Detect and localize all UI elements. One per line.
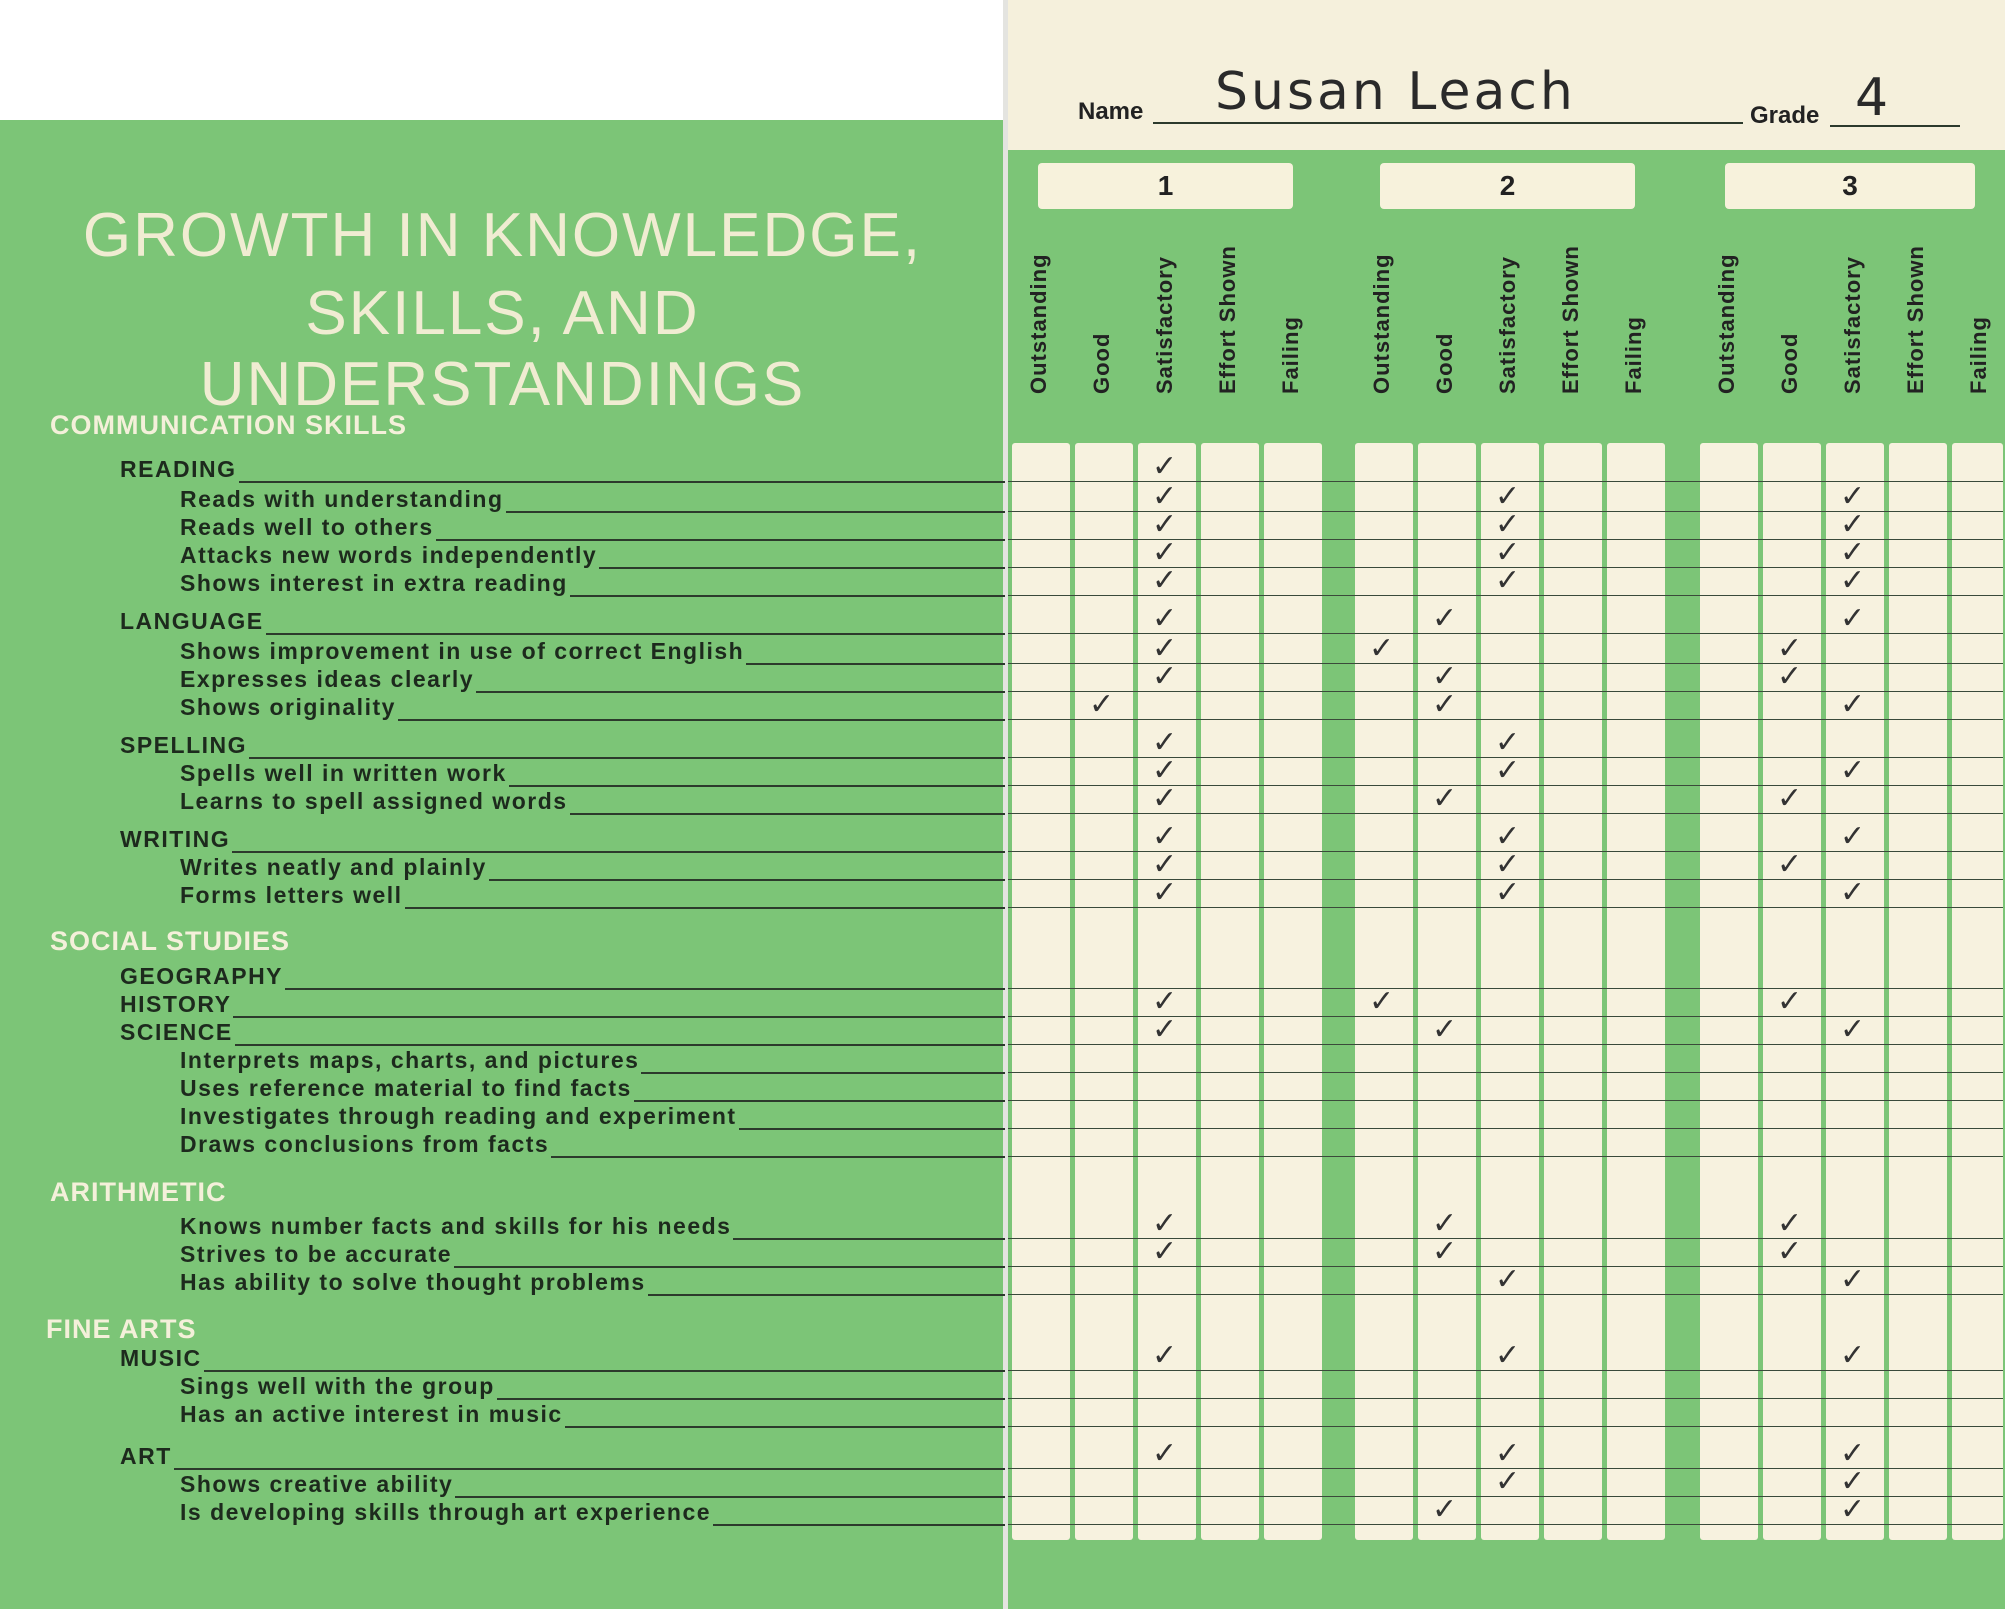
check-mark: ✓: [1369, 631, 1395, 666]
row-rule: [398, 719, 1005, 721]
check-mark: ✓: [1152, 781, 1178, 816]
check-mark: ✓: [1495, 819, 1521, 854]
row-rule: [497, 1398, 1005, 1400]
row-rule: [489, 879, 1005, 881]
column-header: Good: [1432, 332, 1457, 394]
skill-item: Investigates through reading and experiment: [180, 1103, 737, 1129]
check-mark: ✓: [1152, 1234, 1178, 1269]
check-mark: ✓: [1152, 507, 1178, 542]
check-mark: ✓: [1777, 1234, 1803, 1269]
grade-label: Grade: [1750, 102, 1820, 129]
check-mark: ✓: [1432, 1492, 1458, 1527]
check-mark: ✓: [1152, 819, 1178, 854]
row-rule: [235, 1044, 1005, 1046]
skill-item: Is developing skills through art experience: [180, 1499, 712, 1525]
grade-column: [1952, 443, 2003, 1540]
skill-item: Shows improvement in use of correct English: [180, 638, 745, 664]
check-mark: ✓: [1432, 1206, 1458, 1241]
check-mark: ✓: [1152, 1338, 1178, 1373]
check-mark: ✓: [1152, 631, 1178, 666]
skill-item: Reads with understanding: [180, 486, 504, 512]
row-rule: [634, 1100, 1005, 1102]
check-mark: ✓: [1152, 449, 1178, 484]
column-header: Good: [1777, 332, 1802, 394]
check-mark: ✓: [1840, 1262, 1866, 1297]
row-rule: [436, 539, 1005, 541]
column-header: Effort Shown: [1558, 245, 1583, 394]
row-rule: [239, 481, 1005, 483]
check-mark: ✓: [1152, 1206, 1178, 1241]
check-mark: ✓: [1840, 1012, 1866, 1047]
check-mark: ✓: [1432, 781, 1458, 816]
check-mark: ✓: [1495, 535, 1521, 570]
row-rule: [599, 567, 1005, 569]
skill-item: Expresses ideas clearly: [180, 666, 475, 692]
grid-rule: [1008, 1072, 2003, 1073]
row-rule: [713, 1524, 1005, 1526]
check-mark: ✓: [1840, 687, 1866, 722]
check-mark: ✓: [1495, 1262, 1521, 1297]
section-social-studies: SOCIAL STUDIES: [50, 926, 291, 956]
check-mark: ✓: [1152, 601, 1178, 636]
name-rule: [1153, 122, 1743, 124]
column-header: Failing: [1278, 316, 1303, 394]
row-rule: [285, 988, 1005, 990]
check-mark: ✓: [1152, 1436, 1178, 1471]
check-mark: ✓: [1840, 1436, 1866, 1471]
check-mark: ✓: [1152, 984, 1178, 1019]
period-2-box: 2: [1380, 163, 1635, 209]
grade-value: 4: [1855, 68, 1892, 128]
column-header: Outstanding: [1369, 253, 1394, 394]
check-mark: ✓: [1432, 1012, 1458, 1047]
section-communication-skills: COMMUNICATION SKILLS: [50, 410, 407, 440]
check-mark: ✓: [1840, 875, 1866, 910]
row-rule: [733, 1238, 1005, 1240]
subject-header: MUSIC: [120, 1345, 202, 1371]
column-header: Effort Shown: [1903, 245, 1928, 394]
check-mark: ✓: [1495, 479, 1521, 514]
check-mark: ✓: [1840, 1464, 1866, 1499]
column-header: Satisfactory: [1495, 256, 1520, 394]
grid-rule: [1008, 1426, 2003, 1427]
subject-header: ART: [120, 1443, 172, 1469]
check-mark: ✓: [1495, 1464, 1521, 1499]
grade-column: [1544, 443, 1602, 1540]
check-mark: ✓: [1777, 984, 1803, 1019]
skill-item: Has an active interest in music: [180, 1401, 563, 1427]
check-mark: ✓: [1152, 535, 1178, 570]
grid-rule: [1008, 1128, 2003, 1129]
check-mark: ✓: [1152, 725, 1178, 760]
skill-item: Interprets maps, charts, and pictures: [180, 1047, 640, 1073]
check-mark: ✓: [1432, 1234, 1458, 1269]
check-mark: ✓: [1495, 875, 1521, 910]
section-fine-arts: FINE ARTS: [46, 1314, 197, 1344]
row-rule: [249, 757, 1005, 759]
check-mark: ✓: [1432, 659, 1458, 694]
column-header: Failing: [1966, 316, 1991, 394]
column-header: Satisfactory: [1840, 256, 1865, 394]
check-mark: ✓: [1152, 847, 1178, 882]
skill-item: Shows creative ability: [180, 1471, 454, 1497]
check-mark: ✓: [1152, 753, 1178, 788]
skill-item: Draws conclusions from facts: [180, 1131, 550, 1157]
subject-header: SPELLING: [120, 732, 248, 758]
check-mark: ✓: [1152, 1012, 1178, 1047]
row-rule: [570, 595, 1005, 597]
skill-item: Attacks new words independently: [180, 542, 598, 568]
skill-item: Has ability to solve thought problems: [180, 1269, 646, 1295]
student-name: Susan Leach: [1215, 62, 1576, 122]
subject-header: HISTORY: [120, 991, 232, 1017]
check-mark: ✓: [1777, 631, 1803, 666]
row-rule: [232, 851, 1005, 853]
check-mark: ✓: [1777, 847, 1803, 882]
column-header: Outstanding: [1714, 253, 1739, 394]
subject-header: WRITING: [120, 826, 231, 852]
column-header: Satisfactory: [1152, 256, 1177, 394]
column-header: Outstanding: [1026, 253, 1051, 394]
grid-rule: [1008, 1100, 2003, 1101]
check-mark: ✓: [1432, 687, 1458, 722]
check-mark: ✓: [1152, 875, 1178, 910]
skill-item: Reads well to others: [180, 514, 434, 540]
check-mark: ✓: [1152, 479, 1178, 514]
grade-column: [1607, 443, 1665, 1540]
row-rule: [476, 691, 1005, 693]
grade-column: [1700, 443, 1758, 1540]
period-3-box: 3: [1725, 163, 1975, 209]
check-mark: ✓: [1495, 753, 1521, 788]
check-mark: ✓: [1840, 1338, 1866, 1373]
subject-header: LANGUAGE: [120, 608, 264, 634]
check-mark: ✓: [1777, 659, 1803, 694]
skill-item: Shows originality: [180, 694, 396, 720]
skill-item: Writes neatly and plainly: [180, 854, 487, 880]
row-rule: [266, 633, 1005, 635]
check-mark: ✓: [1152, 563, 1178, 598]
skill-item: Learns to spell assigned words: [180, 788, 568, 814]
grade-column: [1075, 443, 1133, 1540]
skill-item: Sings well with the group: [180, 1373, 495, 1399]
grade-column: [1012, 443, 1070, 1540]
skill-item: Shows interest in extra reading: [180, 570, 568, 596]
skill-item: Strives to be accurate: [180, 1241, 453, 1267]
check-mark: ✓: [1840, 507, 1866, 542]
check-mark: ✓: [1495, 1436, 1521, 1471]
check-mark: ✓: [1840, 753, 1866, 788]
row-rule: [454, 1266, 1005, 1268]
grade-column: [1264, 443, 1322, 1540]
column-header: Effort Shown: [1215, 245, 1240, 394]
check-mark: ✓: [1432, 601, 1458, 636]
check-mark: ✓: [1495, 847, 1521, 882]
check-mark: ✓: [1495, 507, 1521, 542]
row-rule: [233, 1016, 1005, 1018]
skill-item: Forms letters well: [180, 882, 403, 908]
row-rule: [455, 1496, 1005, 1498]
skill-item: Uses reference material to find facts: [180, 1075, 632, 1101]
row-rule: [739, 1128, 1005, 1130]
row-rule: [570, 813, 1005, 815]
grade-column: [1889, 443, 1947, 1540]
subject-header: GEOGRAPHY: [120, 963, 284, 989]
subject-header: SCIENCE: [120, 1019, 233, 1045]
row-rule: [204, 1370, 1005, 1372]
page-title-line-2: SKILLS, AND UNDERSTANDINGS: [199, 279, 806, 419]
check-mark: ✓: [1840, 601, 1866, 636]
period-1-box: 1: [1038, 163, 1293, 209]
skill-item: Spells well in written work: [180, 760, 507, 786]
skill-item: Knows number facts and skills for his needs: [180, 1213, 732, 1239]
grade-column: [1481, 443, 1539, 1540]
column-header: Good: [1089, 332, 1114, 394]
check-mark: ✓: [1840, 535, 1866, 570]
grade-rule: [1830, 125, 1960, 127]
check-mark: ✓: [1495, 563, 1521, 598]
grid-rule: [1008, 1156, 2003, 1157]
row-rule: [174, 1468, 1005, 1470]
check-mark: ✓: [1840, 1492, 1866, 1527]
row-rule: [648, 1294, 1005, 1296]
name-label: Name: [1078, 98, 1144, 125]
check-mark: ✓: [1495, 1338, 1521, 1373]
check-mark: ✓: [1840, 563, 1866, 598]
row-rule: [641, 1072, 1005, 1074]
row-rule: [746, 663, 1005, 665]
check-mark: ✓: [1777, 781, 1803, 816]
subject-header: READING: [120, 456, 237, 482]
section-arithmetic: ARITHMETIC: [50, 1177, 227, 1207]
row-rule: [405, 907, 1005, 909]
check-mark: ✓: [1369, 984, 1395, 1019]
grid-rule: [1008, 1398, 2003, 1399]
check-mark: ✓: [1152, 659, 1178, 694]
page-title-line-1: GROWTH IN KNOWLEDGE,: [82, 201, 923, 270]
check-mark: ✓: [1089, 687, 1115, 722]
row-rule: [509, 785, 1005, 787]
column-header: Failing: [1621, 316, 1646, 394]
row-rule: [565, 1426, 1005, 1428]
row-rule: [506, 511, 1005, 513]
check-mark: ✓: [1495, 725, 1521, 760]
check-mark: ✓: [1777, 1206, 1803, 1241]
row-rule: [551, 1156, 1005, 1158]
check-mark: ✓: [1840, 479, 1866, 514]
check-mark: ✓: [1840, 819, 1866, 854]
grade-column: [1201, 443, 1259, 1540]
